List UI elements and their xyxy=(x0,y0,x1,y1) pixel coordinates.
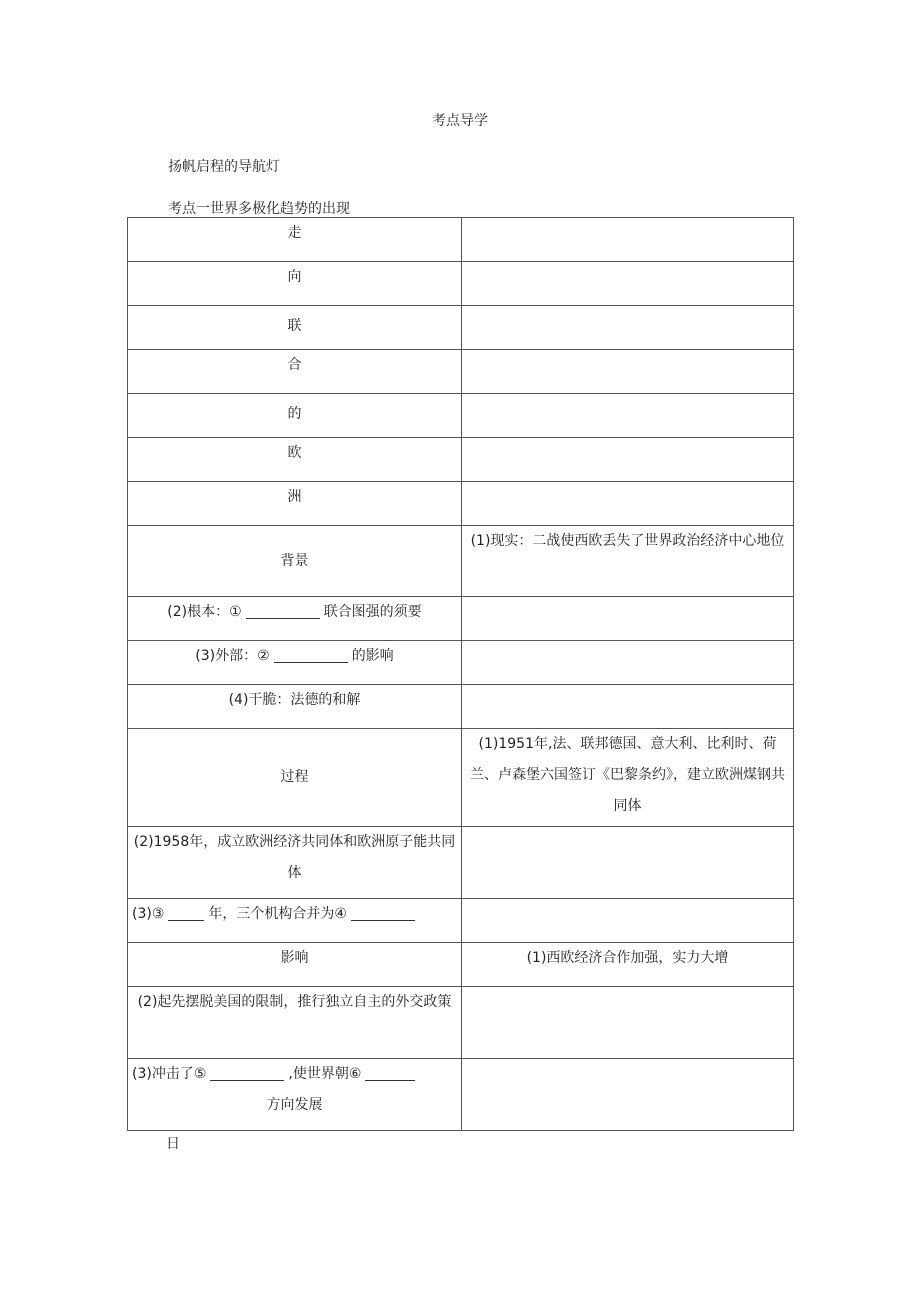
process-item-3-prefix: (3)③ xyxy=(132,906,165,922)
blank-5 xyxy=(210,1066,284,1081)
empty-cell xyxy=(462,987,794,1059)
empty-cell xyxy=(462,1059,794,1131)
vertical-char-5: 的 xyxy=(128,394,462,438)
empty-cell xyxy=(462,262,794,306)
background-label: 背景 xyxy=(128,526,462,597)
vertical-char-1: 走 xyxy=(128,218,462,262)
impact-item-1: (1)西欧经济合作加强，实力大增 xyxy=(462,943,794,987)
process-item-3-middle: 年，三个机构合并为④ xyxy=(208,906,347,922)
impact-label: 影响 xyxy=(128,943,462,987)
footer-char: 日 xyxy=(166,1136,180,1152)
background-item-3 xyxy=(128,641,462,685)
section-heading: 考点一世界多极化趋势的出现 xyxy=(168,201,350,217)
impact-item-3-middle: ,使世界朝⑥ xyxy=(288,1066,362,1082)
empty-cell xyxy=(462,641,794,685)
blank-2 xyxy=(274,648,348,663)
background-item-3-prefix: (3)外部：② xyxy=(195,648,270,664)
subtitle: 扬帆启程的导航灯 xyxy=(168,159,280,175)
blank-3 xyxy=(168,906,204,921)
background-item-1: (1)现实：二战使西欧丢失了世界政治经济中心地位 xyxy=(462,526,794,597)
background-item-2 xyxy=(128,597,462,641)
empty-cell xyxy=(462,350,794,394)
empty-cell xyxy=(462,827,794,899)
background-item-4: (4)干脆：法德的和解 xyxy=(128,685,462,729)
blank-6 xyxy=(365,1066,415,1081)
empty-cell xyxy=(462,482,794,526)
background-item-2-prefix: (2)根本：① xyxy=(167,604,242,620)
blank-1 xyxy=(246,604,320,619)
empty-cell xyxy=(462,438,794,482)
process-item-1: (1)1951年,法、联邦德国、意大利、比利时、荷兰、卢森堡六国签订《巴黎条约》，建立欧洲煤钢共同体 xyxy=(462,729,794,827)
vertical-char-6: 欧 xyxy=(128,438,462,482)
background-item-2-suffix: 联合图强的须要 xyxy=(323,604,422,620)
impact-item-3 xyxy=(128,1059,462,1131)
empty-cell xyxy=(462,597,794,641)
impact-item-3-suffix: 方向发展 xyxy=(266,1097,323,1113)
empty-cell xyxy=(462,218,794,262)
page-title: 考点导学 xyxy=(432,113,488,129)
vertical-char-3: 联 xyxy=(128,306,462,350)
background-item-3-suffix: 的影响 xyxy=(351,648,394,664)
empty-cell xyxy=(462,899,794,943)
process-item-2: (2)1958年，成立欧洲经济共同体和欧洲原子能共同体 xyxy=(128,827,462,899)
blank-4 xyxy=(351,906,415,921)
process-label: 过程 xyxy=(128,729,462,827)
impact-item-3-prefix: (3)冲击了⑤ xyxy=(132,1066,207,1082)
vertical-char-2: 向 xyxy=(128,262,462,306)
empty-cell xyxy=(462,685,794,729)
vertical-char-4: 合 xyxy=(128,350,462,394)
study-table xyxy=(127,217,794,1131)
vertical-char-7: 洲 xyxy=(128,482,462,526)
empty-cell xyxy=(462,394,794,438)
process-item-3 xyxy=(128,899,462,943)
empty-cell xyxy=(462,306,794,350)
impact-item-2: (2)起先摆脱美国的限制，推行独立自主的外交政策 xyxy=(128,987,462,1059)
